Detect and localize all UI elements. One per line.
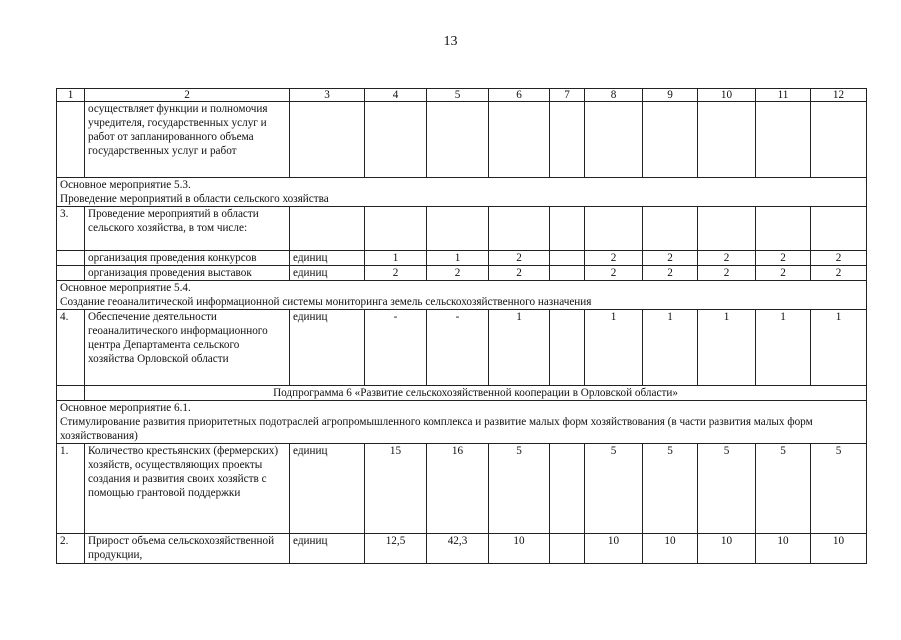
value-cell: 1 [489, 310, 550, 386]
header-cell: 3 [290, 89, 365, 102]
row-number: 1. [57, 444, 85, 534]
value-cell: 1 [756, 310, 811, 386]
subprogram-row [57, 386, 867, 401]
value-cell: - [365, 310, 427, 386]
value-cell: - [427, 310, 489, 386]
section-row [57, 281, 867, 310]
value-cell: 15 [365, 444, 427, 534]
value-cell: 2 [585, 251, 643, 266]
value-cell [550, 251, 585, 266]
row-number [57, 266, 85, 281]
value-cell: 10 [489, 534, 550, 564]
header-cell: 2 [85, 89, 290, 102]
table-row [57, 251, 867, 266]
value-cell: 10 [643, 534, 698, 564]
table-row [57, 207, 867, 251]
row-number: 4. [57, 310, 85, 386]
value-cell: 5 [756, 444, 811, 534]
section-title: Основное мероприятие 5.4. [60, 282, 191, 294]
value-cell: 2 [489, 266, 550, 281]
header-cell: 6 [489, 89, 550, 102]
value-cell: 2 [427, 266, 489, 281]
section-title: Основное мероприятие 5.3. [60, 179, 191, 191]
header-cell: 5 [427, 89, 489, 102]
value-cell: 5 [811, 444, 867, 534]
unit-cell: единиц [290, 251, 365, 266]
header-cell: 7 [550, 89, 585, 102]
subprogram-title: Подпрограмма 6 «Развитие сельскохозяйственной кооперации в Орловской области» [85, 386, 867, 401]
row-number [57, 251, 85, 266]
value-cell: 5 [643, 444, 698, 534]
value-cell: 2 [365, 266, 427, 281]
value-cell: 10 [585, 534, 643, 564]
value-cell [550, 266, 585, 281]
value-cell: 2 [698, 251, 756, 266]
section-title: Основное мероприятие 6.1. [60, 402, 191, 414]
row-number [57, 102, 85, 178]
indicator-name: Проведение мероприятий в области сельского хозяйства, в том числе: [85, 207, 290, 251]
value-cell: 2 [698, 266, 756, 281]
value-cell: 1 [698, 310, 756, 386]
table-row [57, 534, 867, 564]
value-cell: 1 [643, 310, 698, 386]
value-cell: 5 [489, 444, 550, 534]
value-cell [550, 534, 585, 564]
header-cell: 12 [811, 89, 867, 102]
indicators-table [56, 88, 867, 564]
unit-cell: единиц [290, 444, 365, 534]
indicator-name: организация проведения конкурсов [85, 251, 290, 266]
value-cell: 2 [585, 266, 643, 281]
section-text: Стимулирование развития приоритетных подотраслей агропромышленного комплекса и развитие малых форм хозяйствования (в части развития малых форм хозяйствования) [60, 416, 813, 442]
value-cell: 2 [643, 266, 698, 281]
value-cell: 2 [643, 251, 698, 266]
unit-cell: единиц [290, 534, 365, 564]
page-number: 13 [443, 34, 458, 49]
value-cell: 2 [811, 251, 867, 266]
value-cell: 1 [365, 251, 427, 266]
header-cell: 4 [365, 89, 427, 102]
row-number: 3. [57, 207, 85, 251]
value-cell: 12,5 [365, 534, 427, 564]
value-cell [550, 310, 585, 386]
unit-cell: единиц [290, 266, 365, 281]
indicator-name: Прирост объема сельскохозяйственной продукции, [85, 534, 290, 564]
header-cell: 1 [57, 89, 85, 102]
section-row [57, 178, 867, 207]
header-cell: 10 [698, 89, 756, 102]
table-row [57, 266, 867, 281]
value-cell: 5 [585, 444, 643, 534]
section-text: Проведение мероприятий в области сельского хозяйства [60, 193, 329, 205]
value-cell: 10 [698, 534, 756, 564]
value-cell [550, 444, 585, 534]
section-row [57, 401, 867, 444]
header-cell: 11 [756, 89, 811, 102]
header-row [57, 89, 867, 102]
header-cell: 9 [643, 89, 698, 102]
value-cell: 2 [756, 266, 811, 281]
unit-cell: единиц [290, 310, 365, 386]
table-row [57, 102, 867, 178]
value-cell: 2 [489, 251, 550, 266]
table-row [57, 444, 867, 534]
value-cell: 1 [427, 251, 489, 266]
value-cell: 16 [427, 444, 489, 534]
table-row [57, 310, 867, 386]
value-cell: 5 [698, 444, 756, 534]
value-cell: 10 [811, 534, 867, 564]
indicator-name: организация проведения выставок [85, 266, 290, 281]
value-cell: 1 [585, 310, 643, 386]
indicator-name: осуществляет функции и полномочия учредителя, государственных услуг и работ от запланированного объема государственных услуг и работ [85, 102, 290, 178]
value-cell: 10 [756, 534, 811, 564]
indicator-name: Обеспечение деятельности геоаналитического информационного центра Департамента сельского хозяйства Орловской области [85, 310, 290, 386]
value-cell: 2 [811, 266, 867, 281]
value-cell: 42,3 [427, 534, 489, 564]
row-number: 2. [57, 534, 85, 564]
header-cell: 8 [585, 89, 643, 102]
value-cell: 1 [811, 310, 867, 386]
section-text: Создание геоаналитической информационной системы мониторинга земель сельскохозяйственного назначения [60, 296, 592, 308]
value-cell: 2 [756, 251, 811, 266]
indicator-name: Количество крестьянских (фермерских) хозяйств, осуществляющих проекты создания и развития своих хозяйств с помощью грантовой поддержки [85, 444, 290, 534]
